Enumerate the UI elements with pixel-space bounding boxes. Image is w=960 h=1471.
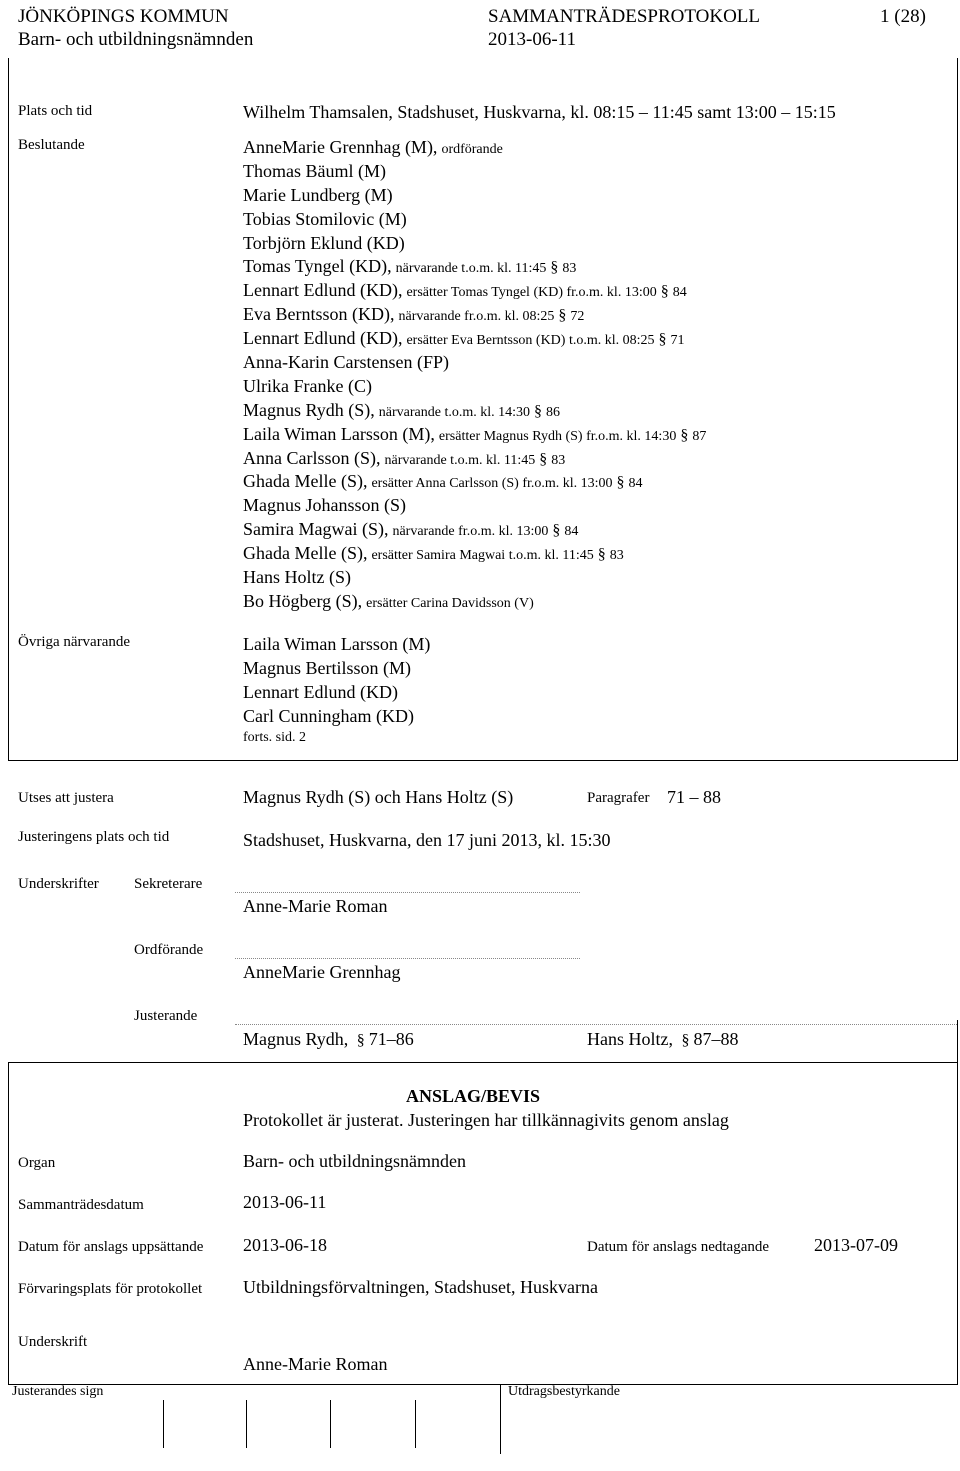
beslutande-member: [243, 161, 706, 185]
beslutande-member: [243, 209, 706, 233]
justerande-label: Justerande: [134, 1008, 198, 1024]
member-name: Magnus Rydh (S),: [243, 399, 375, 420]
nedtagande-label: Datum för anslags nedtagande: [587, 1239, 770, 1255]
beslutande-member: [243, 495, 706, 519]
member-note: närvarande t.o.m. kl. 11:45: [384, 452, 536, 468]
justerande-2-par: 87–88: [693, 1029, 739, 1049]
member-note: ersätter Carina Davidsson (V): [366, 595, 534, 611]
plats-value: Wilhelm Thamsalen, Stadshuset, Huskvarna, kl. 08:15 – 11:45 samt 13:00 – 15:15: [243, 102, 836, 122]
member-note: ordförande: [441, 142, 503, 157]
beslutande-member: [243, 448, 706, 472]
member-name: Anna-Karin Carstensen (FP): [243, 352, 449, 373]
member-name: Anna Carlsson (S),: [243, 447, 381, 468]
frame-right: [957, 58, 958, 760]
meeting-date: 2013-06-11: [488, 29, 576, 50]
frame-left: [8, 58, 9, 760]
member-name: Laila Wiman Larsson (M),: [243, 423, 435, 444]
member-name: Magnus Johansson (S): [243, 495, 407, 516]
member-name: Samira Magwai (S),: [243, 519, 389, 540]
beslutande-list: [243, 137, 706, 615]
beslutande-member: [243, 352, 706, 376]
beslutande-member: [243, 256, 706, 280]
frame-divider-2: [8, 1062, 958, 1063]
member-note: närvarande t.o.m. kl. 14:30: [378, 404, 531, 420]
ordforande-label: Ordförande: [134, 942, 204, 958]
member-note: närvarande fr.o.m. kl. 13:00: [392, 524, 549, 540]
forvaring-label: Förvaringsplats för protokollet: [18, 1281, 203, 1297]
continued-note: forts. sid. 2: [243, 730, 306, 745]
paragraph-icon: §: [534, 402, 543, 420]
beslutande-member: [243, 137, 706, 161]
member-note: närvarande t.o.m. kl. 11:45: [395, 261, 547, 277]
frame-divider-1: [8, 760, 958, 761]
sign-box-3: [330, 1400, 331, 1448]
committee-name: Barn- och utbildningsnämnden: [18, 29, 254, 50]
paragraph-icon: §: [356, 1032, 365, 1049]
underskrifter-label: Underskrifter: [18, 876, 99, 892]
beslutande-member: [243, 233, 706, 257]
member-name: Ulrika Franke (C): [243, 375, 372, 396]
plats-label: Plats och tid: [18, 103, 93, 119]
beslutande-member: [243, 591, 706, 615]
member-paragraph: 87: [692, 428, 707, 444]
paragraph-icon: §: [616, 474, 625, 492]
sekreterare-label: Sekreterare: [134, 876, 203, 892]
underskrift-label: Underskrift: [18, 1334, 88, 1350]
member-paragraph: 83: [551, 452, 566, 468]
paragraph-icon: §: [681, 1032, 690, 1049]
frame-right-2: [957, 1062, 958, 1384]
justerande-1: [243, 1029, 414, 1050]
anslag-subtitle: Protokollet är justerat. Justeringen har tillkännagivits genom anslag: [243, 1110, 729, 1130]
beslutande-member: [243, 519, 706, 543]
signature-line-sekreterare: [235, 892, 580, 893]
underskrift-name: Anne-Marie Roman: [243, 1354, 388, 1374]
ovriga-list: [243, 634, 430, 730]
ovriga-label: Övriga närvarande: [18, 634, 131, 650]
frame-divider-3: [8, 1384, 958, 1385]
datum-label: Sammanträdesdatum: [18, 1197, 144, 1213]
justera-label: Utses att justera: [18, 790, 114, 806]
paragraph-icon: §: [658, 331, 667, 349]
ordforande-name: AnneMarie Grennhag: [243, 962, 401, 982]
member-note: ersätter Anna Carlsson (S) fr.o.m. kl. 13:00: [371, 476, 613, 492]
page-number: 1 (28): [880, 6, 926, 27]
paragraph-icon: §: [660, 283, 669, 301]
signature-line-justerande: [235, 1024, 957, 1025]
member-paragraph: 84: [628, 476, 643, 492]
justerande-1-par: 71–86: [368, 1029, 414, 1049]
beslutande-member: [243, 280, 706, 304]
member-note: närvarande fr.o.m. kl. 08:25: [398, 309, 555, 325]
member-note: ersätter Tomas Tyngel (KD) fr.o.m. kl. 13:00: [406, 285, 657, 301]
signature-line-ordforande: [235, 958, 580, 959]
sign-box-4: [415, 1400, 416, 1448]
member-paragraph: 86: [546, 404, 561, 420]
beslutande-member: [243, 424, 706, 448]
doc-type: SAMMANTRÄDESPROTOKOLL: [488, 6, 761, 27]
nedtagande-value: 2013-07-09: [814, 1235, 898, 1255]
datum-value: 2013-06-11: [243, 1192, 327, 1212]
paragraph-icon: §: [539, 450, 548, 468]
sign-box-1: [163, 1400, 164, 1448]
ovriga-member: Lennart Edlund (KD): [243, 681, 398, 702]
member-paragraph: 83: [609, 548, 624, 564]
member-name: Lennart Edlund (KD),: [243, 280, 403, 301]
beslutande-member: [243, 328, 706, 352]
justerande-1-name: Magnus Rydh,: [243, 1029, 349, 1049]
beslutande-member: [243, 471, 706, 495]
member-paragraph: 84: [564, 524, 579, 540]
paragraph-icon: §: [558, 307, 567, 325]
member-name: Ghada Melle (S),: [243, 471, 368, 492]
frame-left-2: [8, 1062, 9, 1384]
beslutande-member: [243, 376, 706, 400]
member-name: AnneMarie Grennhag (M),: [243, 137, 438, 157]
paragraph-icon: §: [597, 546, 606, 564]
beslutande-member: [243, 400, 706, 424]
sign-box-2: [246, 1400, 247, 1448]
beslutande-member: [243, 185, 706, 209]
frame-right-justerande: [957, 1020, 958, 1062]
uppsattande-value: 2013-06-18: [243, 1235, 327, 1255]
paragrafer-value: 71 – 88: [667, 787, 721, 807]
member-note: ersätter Magnus Rydh (S) fr.o.m. kl. 14:30: [438, 428, 677, 444]
member-note: ersätter Samira Magwai t.o.m. kl. 11:45: [371, 548, 594, 564]
beslutande-member: [243, 567, 706, 591]
member-paragraph: 71: [670, 333, 685, 349]
organ-label: Organ: [18, 1155, 56, 1171]
member-name: Hans Holtz (S): [243, 567, 351, 588]
paragraph-icon: §: [552, 522, 561, 540]
member-name: Lennart Edlund (KD),: [243, 328, 403, 349]
utdragsbestyrkande-label: Utdragsbestyrkande: [508, 1384, 620, 1399]
paragrafer-label: Paragrafer: [587, 790, 650, 806]
member-name: Thomas Bäuml (M): [243, 160, 386, 181]
member-name: Bo Högberg (S),: [243, 590, 363, 611]
member-name: Torbjörn Eklund (KD): [243, 232, 405, 253]
justering-value: Stadshuset, Huskvarna, den 17 juni 2013, kl. 15:30: [243, 830, 611, 850]
beslutande-label: Beslutande: [18, 137, 85, 153]
anslag-title: ANSLAG/BEVIS: [406, 1086, 541, 1106]
member-note: ersätter Eva Berntsson (KD) t.o.m. kl. 08:25: [406, 333, 655, 349]
sekreterare-name: Anne-Marie Roman: [243, 896, 388, 916]
ovriga-member: Magnus Bertilsson (M): [243, 657, 411, 678]
forvaring-value: Utbildningsförvaltningen, Stadshuset, Huskvarna: [243, 1277, 598, 1297]
paragraph-icon: §: [680, 426, 689, 444]
justerande-2-name: Hans Holtz,: [587, 1029, 673, 1049]
paragraph-icon: §: [550, 259, 559, 277]
member-name: Tobias Stomilovic (M): [243, 208, 407, 229]
organ-value: Barn- och utbildningsnämnden: [243, 1151, 466, 1171]
member-name: Marie Lundberg (M): [243, 184, 393, 205]
ovriga-member: Laila Wiman Larsson (M): [243, 634, 431, 654]
member-paragraph: 84: [672, 285, 687, 301]
member-name: Ghada Melle (S),: [243, 543, 368, 564]
justering-label: Justeringens plats och tid: [18, 829, 170, 845]
footer-separator: [500, 1384, 501, 1454]
justerandes-sign-label: Justerandes sign: [12, 1384, 104, 1399]
member-name: Tomas Tyngel (KD),: [243, 256, 392, 277]
beslutande-member: [243, 543, 706, 567]
member-paragraph: 83: [562, 261, 577, 277]
ovriga-member: Carl Cunningham (KD): [243, 705, 414, 726]
member-paragraph: 72: [570, 309, 585, 325]
beslutande-member: [243, 304, 706, 328]
justera-value: Magnus Rydh (S) och Hans Holtz (S): [243, 787, 514, 807]
uppsattande-label: Datum för anslags uppsättande: [18, 1239, 204, 1255]
member-name: Eva Berntsson (KD),: [243, 304, 395, 325]
org-name: JÖNKÖPINGS KOMMUN: [18, 6, 229, 27]
justerande-2: [587, 1029, 738, 1050]
